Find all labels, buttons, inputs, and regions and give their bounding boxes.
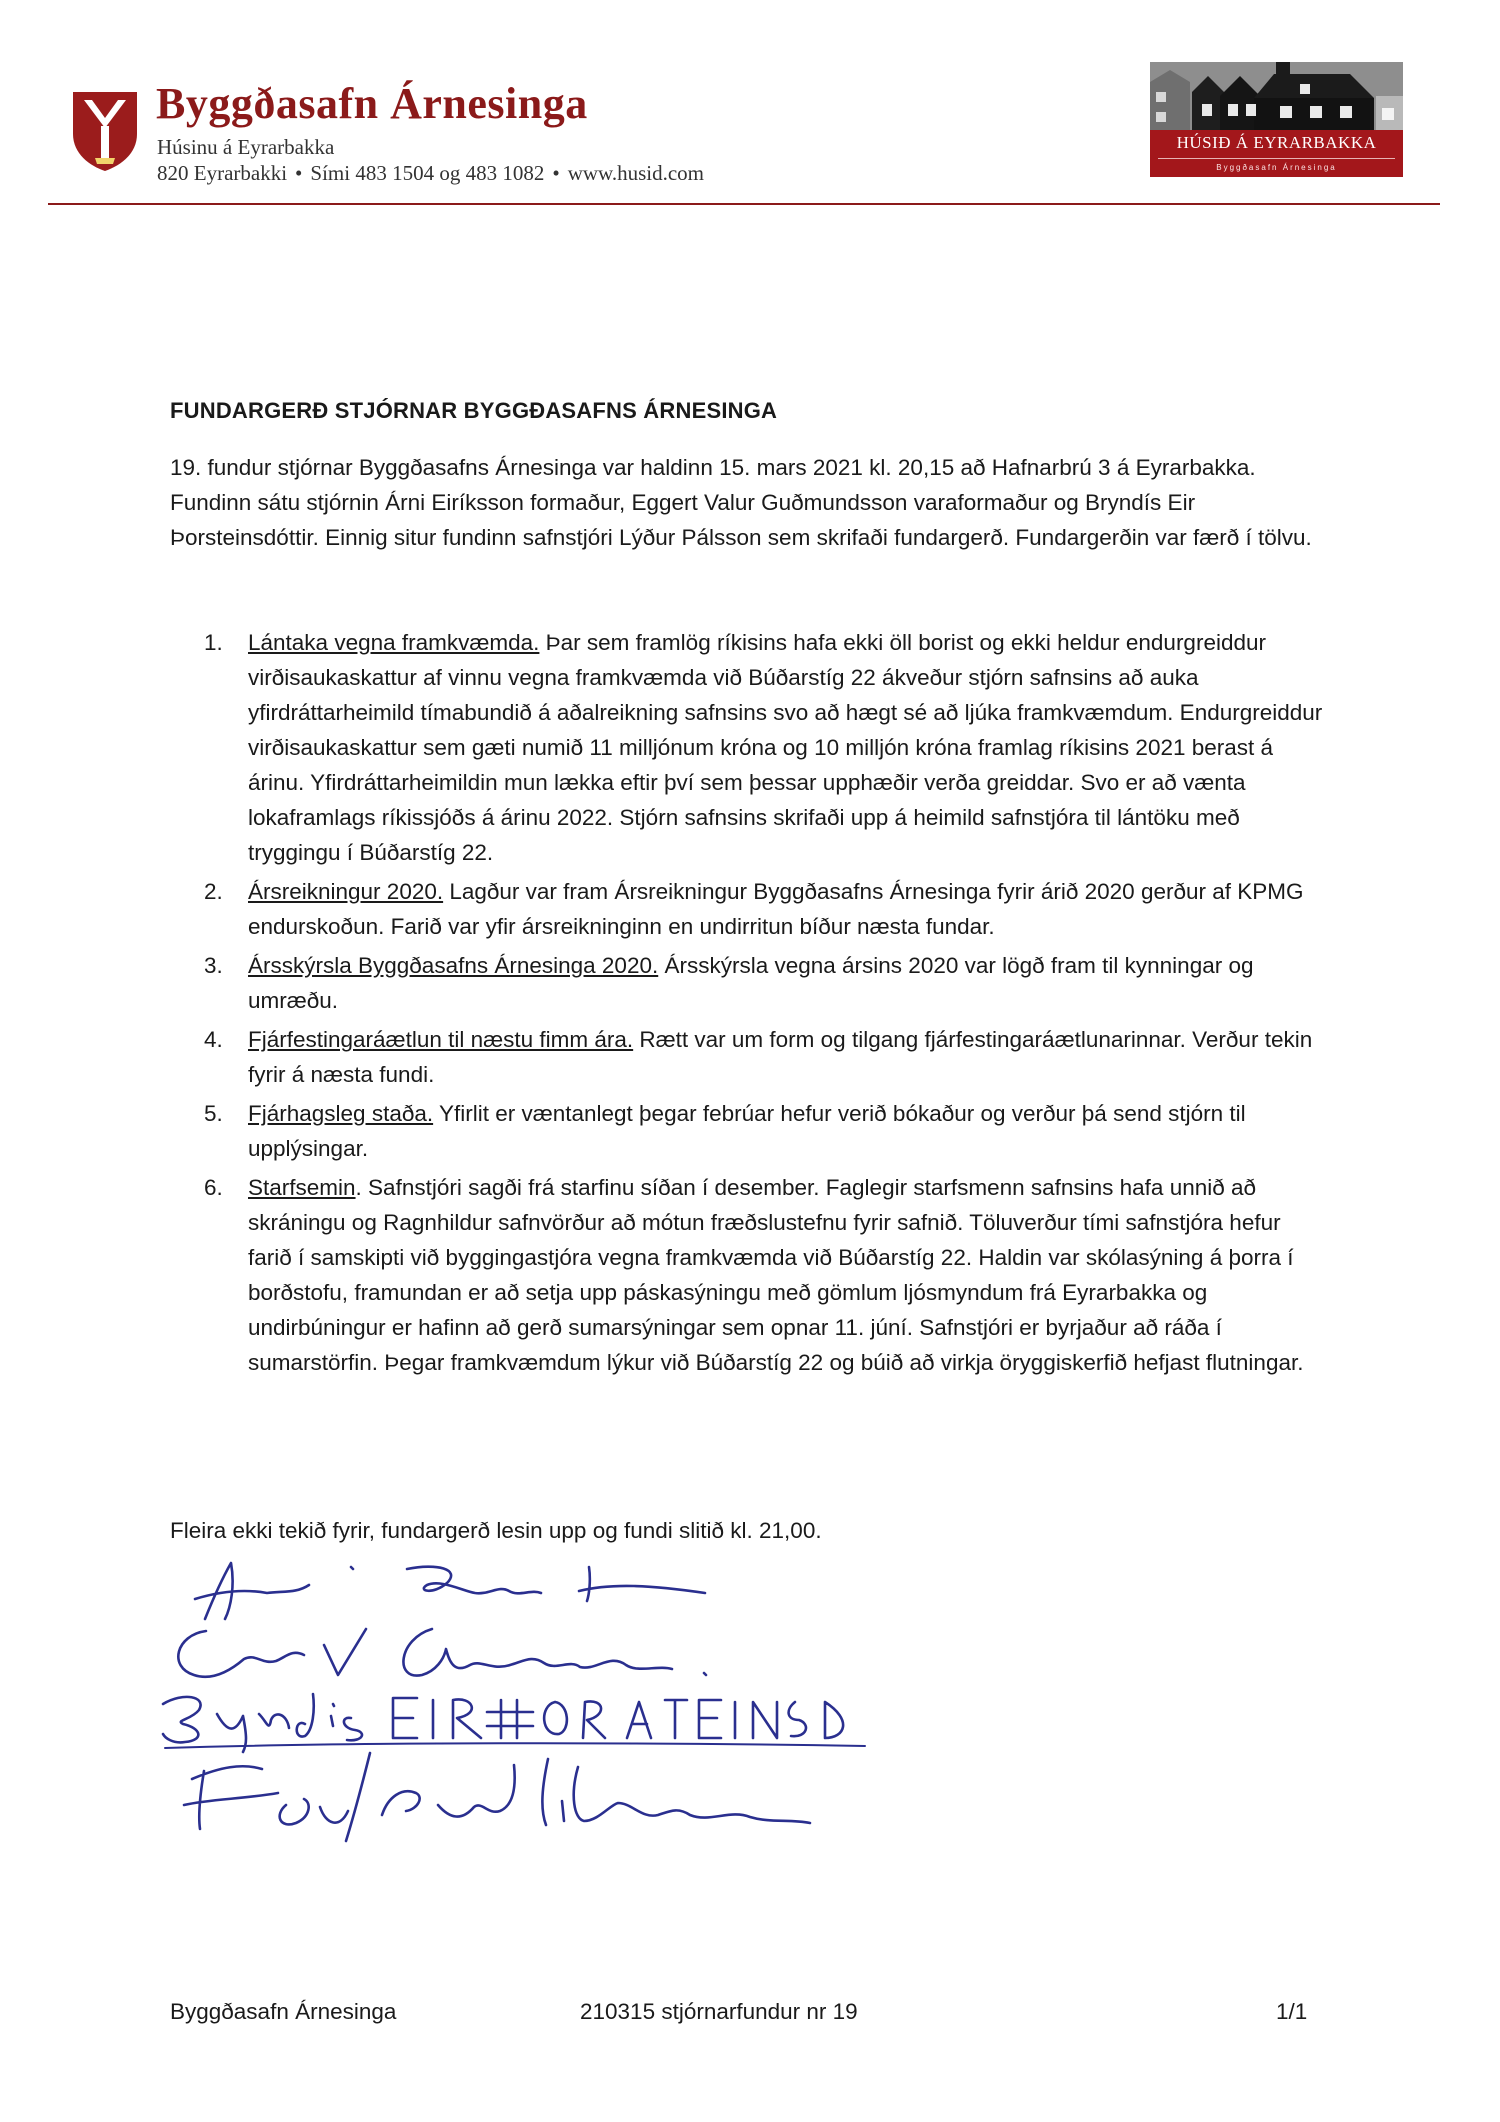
house-badge xyxy=(1150,62,1403,177)
agenda-item xyxy=(170,1022,1330,1092)
museum-name: Byggðasafn Árnesinga xyxy=(156,79,588,128)
bullet-icon: • xyxy=(295,161,303,185)
badge-title: HÚSIÐ Á EYRARBAKKA xyxy=(1176,133,1377,152)
agenda-item-heading: Fjárhagsleg staða. xyxy=(248,1101,434,1126)
agenda-item-number: 6. xyxy=(204,1175,223,1200)
agenda-item-number: 3. xyxy=(204,953,223,978)
agenda-item xyxy=(170,1096,1330,1166)
closing-line: Fleira ekki tekið fyrir, fundargerð lesin upp og fundi slitið kl. 21,00. xyxy=(170,1518,822,1543)
document-title: FUNDARGERÐ STJÓRNAR BYGGÐASAFNS ÁRNESINGA xyxy=(170,398,778,423)
agenda-item-number: 4. xyxy=(204,1027,223,1052)
letterhead-rule xyxy=(48,203,1440,205)
bullet-icon: • xyxy=(552,161,560,185)
agenda-item xyxy=(170,625,1330,870)
house-illustration-icon xyxy=(1150,62,1403,132)
agenda-item-text: Yfirlit er væntanlegt þegar febrúar hefur verið bókaður og verður þá send stjórn til upplýsingar. xyxy=(248,1101,1246,1161)
footer-org: Byggðasafn Árnesinga xyxy=(170,1999,397,2024)
museum-subtitle: Húsinu á Eyrarbakka xyxy=(157,135,335,159)
agenda-item-heading: Ársskýrsla Byggðasafns Árnesinga 2020. xyxy=(248,953,659,978)
agenda-item-heading: Fjárfestingaráætlun til næstu fimm ára. xyxy=(248,1027,634,1052)
agenda-item-text: Ársskýrsla vegna ársins 2020 var lögð fram til kynningar og umræðu. xyxy=(248,953,1254,1013)
agenda-item-text: . Safnstjóri sagði frá starfinu síðan í desember. Faglegir starfsmenn safnsins hafa unnið að skráningu og Ragnhildur safnvörður að mótun fræðslustefnu fyrir safnið. Töluverður tími safnstjóra hefur farið í samskipti við byggingastjóra vegna framkvæmda við Búðarstíg 22. Haldin var skólasýning á þorra í borðstofu, framundan er að setja upp páskasýningu með gömlum ljósmyndum frá Eyrarbakka og undirbúningur er hafinn að gerð sumarsýningar sem opnar 11. júní. Safnstjóri er byrjaður að ráða í sumarstörfin. Þegar framkvæmdum lýkur við Búðarstíg 22 og búið að virkja öryggiskerfið hefjast flutningar. xyxy=(248,1175,1304,1375)
museum-logo-icon xyxy=(70,88,140,172)
agenda-item-text: Þar sem framlög ríkisins hafa ekki öll borist og ekki heldur endurgreiddur virðisaukaskattur af vinnu vegna framkvæmda við Búðarstíg 22 ákveður stjórn safnsins að auka yfirdráttarheimild tímabundið á aðalreikning safnsins svo að hægt sé að ljúka framkvæmdum. Endurgreiddur virðisaukaskattur sem gæti numið 11 milljónum króna og 10 milljón króna framlag ríkisins 2021 berast á árinu. Yfirdráttarheimildin mun lækka eftir því sem þessar upphæðir verða greiddar. Svo er að vænta lokaframlags ríkissjóðs á árinu 2022. Stjórn safnsins skrifaði upp á heimild safnstjóra til lántöku með tryggingu í Búðarstíg 22. xyxy=(248,630,1323,865)
agenda-item-heading: Starfsemin xyxy=(248,1175,356,1200)
agenda-list xyxy=(170,625,1330,1384)
agenda-item-heading: Lántaka vegna framkvæmda. xyxy=(248,630,540,655)
agenda-item-heading: Ársreikningur 2020. xyxy=(248,879,444,904)
agenda-item xyxy=(170,874,1330,944)
badge-subtitle: Byggðasafn Árnesinga xyxy=(1216,163,1337,172)
agenda-item-text: Rætt var um form og tilgang fjárfestingaráætlunarinnar. Verður tekin fyrir á næsta fundi. xyxy=(248,1027,1313,1087)
agenda-item-number: 5. xyxy=(204,1101,223,1126)
website-link[interactable]: www.husid.com xyxy=(567,161,704,185)
agenda-item-number: 2. xyxy=(204,879,223,904)
page-number: 1/1 xyxy=(1276,1999,1308,2024)
contact-line xyxy=(157,161,704,186)
footer-reference: 210315 stjórnarfundur nr 19 xyxy=(580,1999,858,2024)
phone: Sími 483 1504 og 483 1082 xyxy=(310,161,545,185)
badge-divider xyxy=(1158,158,1395,159)
address: 820 Eyrarbakki xyxy=(157,161,288,185)
agenda-item-text: Lagður var fram Ársreikningur Byggðasafns Árnesinga fyrir árið 2020 gerður af KPMG endurskoðun. Farið var yfir ársreikninginn en undirritun bíður næsta fundar. xyxy=(248,879,1304,939)
intro-paragraph: 19. fundur stjórnar Byggðasafns Árnesinga var haldinn 15. mars 2021 kl. 20,15 að Hafnarbrú 3 á Eyrarbakka. Fundinn sátu stjórnin Árni Eiríksson formaður, Eggert Valur Guðmundsson varaformaður og Bryndís Eir Þorsteinsdóttir. Einnig situr fundinn safnstjóri Lýður Pálsson sem skrifaði fundargerð. Fundargerðin var færð í tölvu. xyxy=(170,455,1312,550)
signature-4 xyxy=(170,1745,850,1845)
agenda-item-number: 1. xyxy=(204,630,223,655)
agenda-item xyxy=(170,948,1330,1018)
agenda-item xyxy=(170,1170,1330,1380)
